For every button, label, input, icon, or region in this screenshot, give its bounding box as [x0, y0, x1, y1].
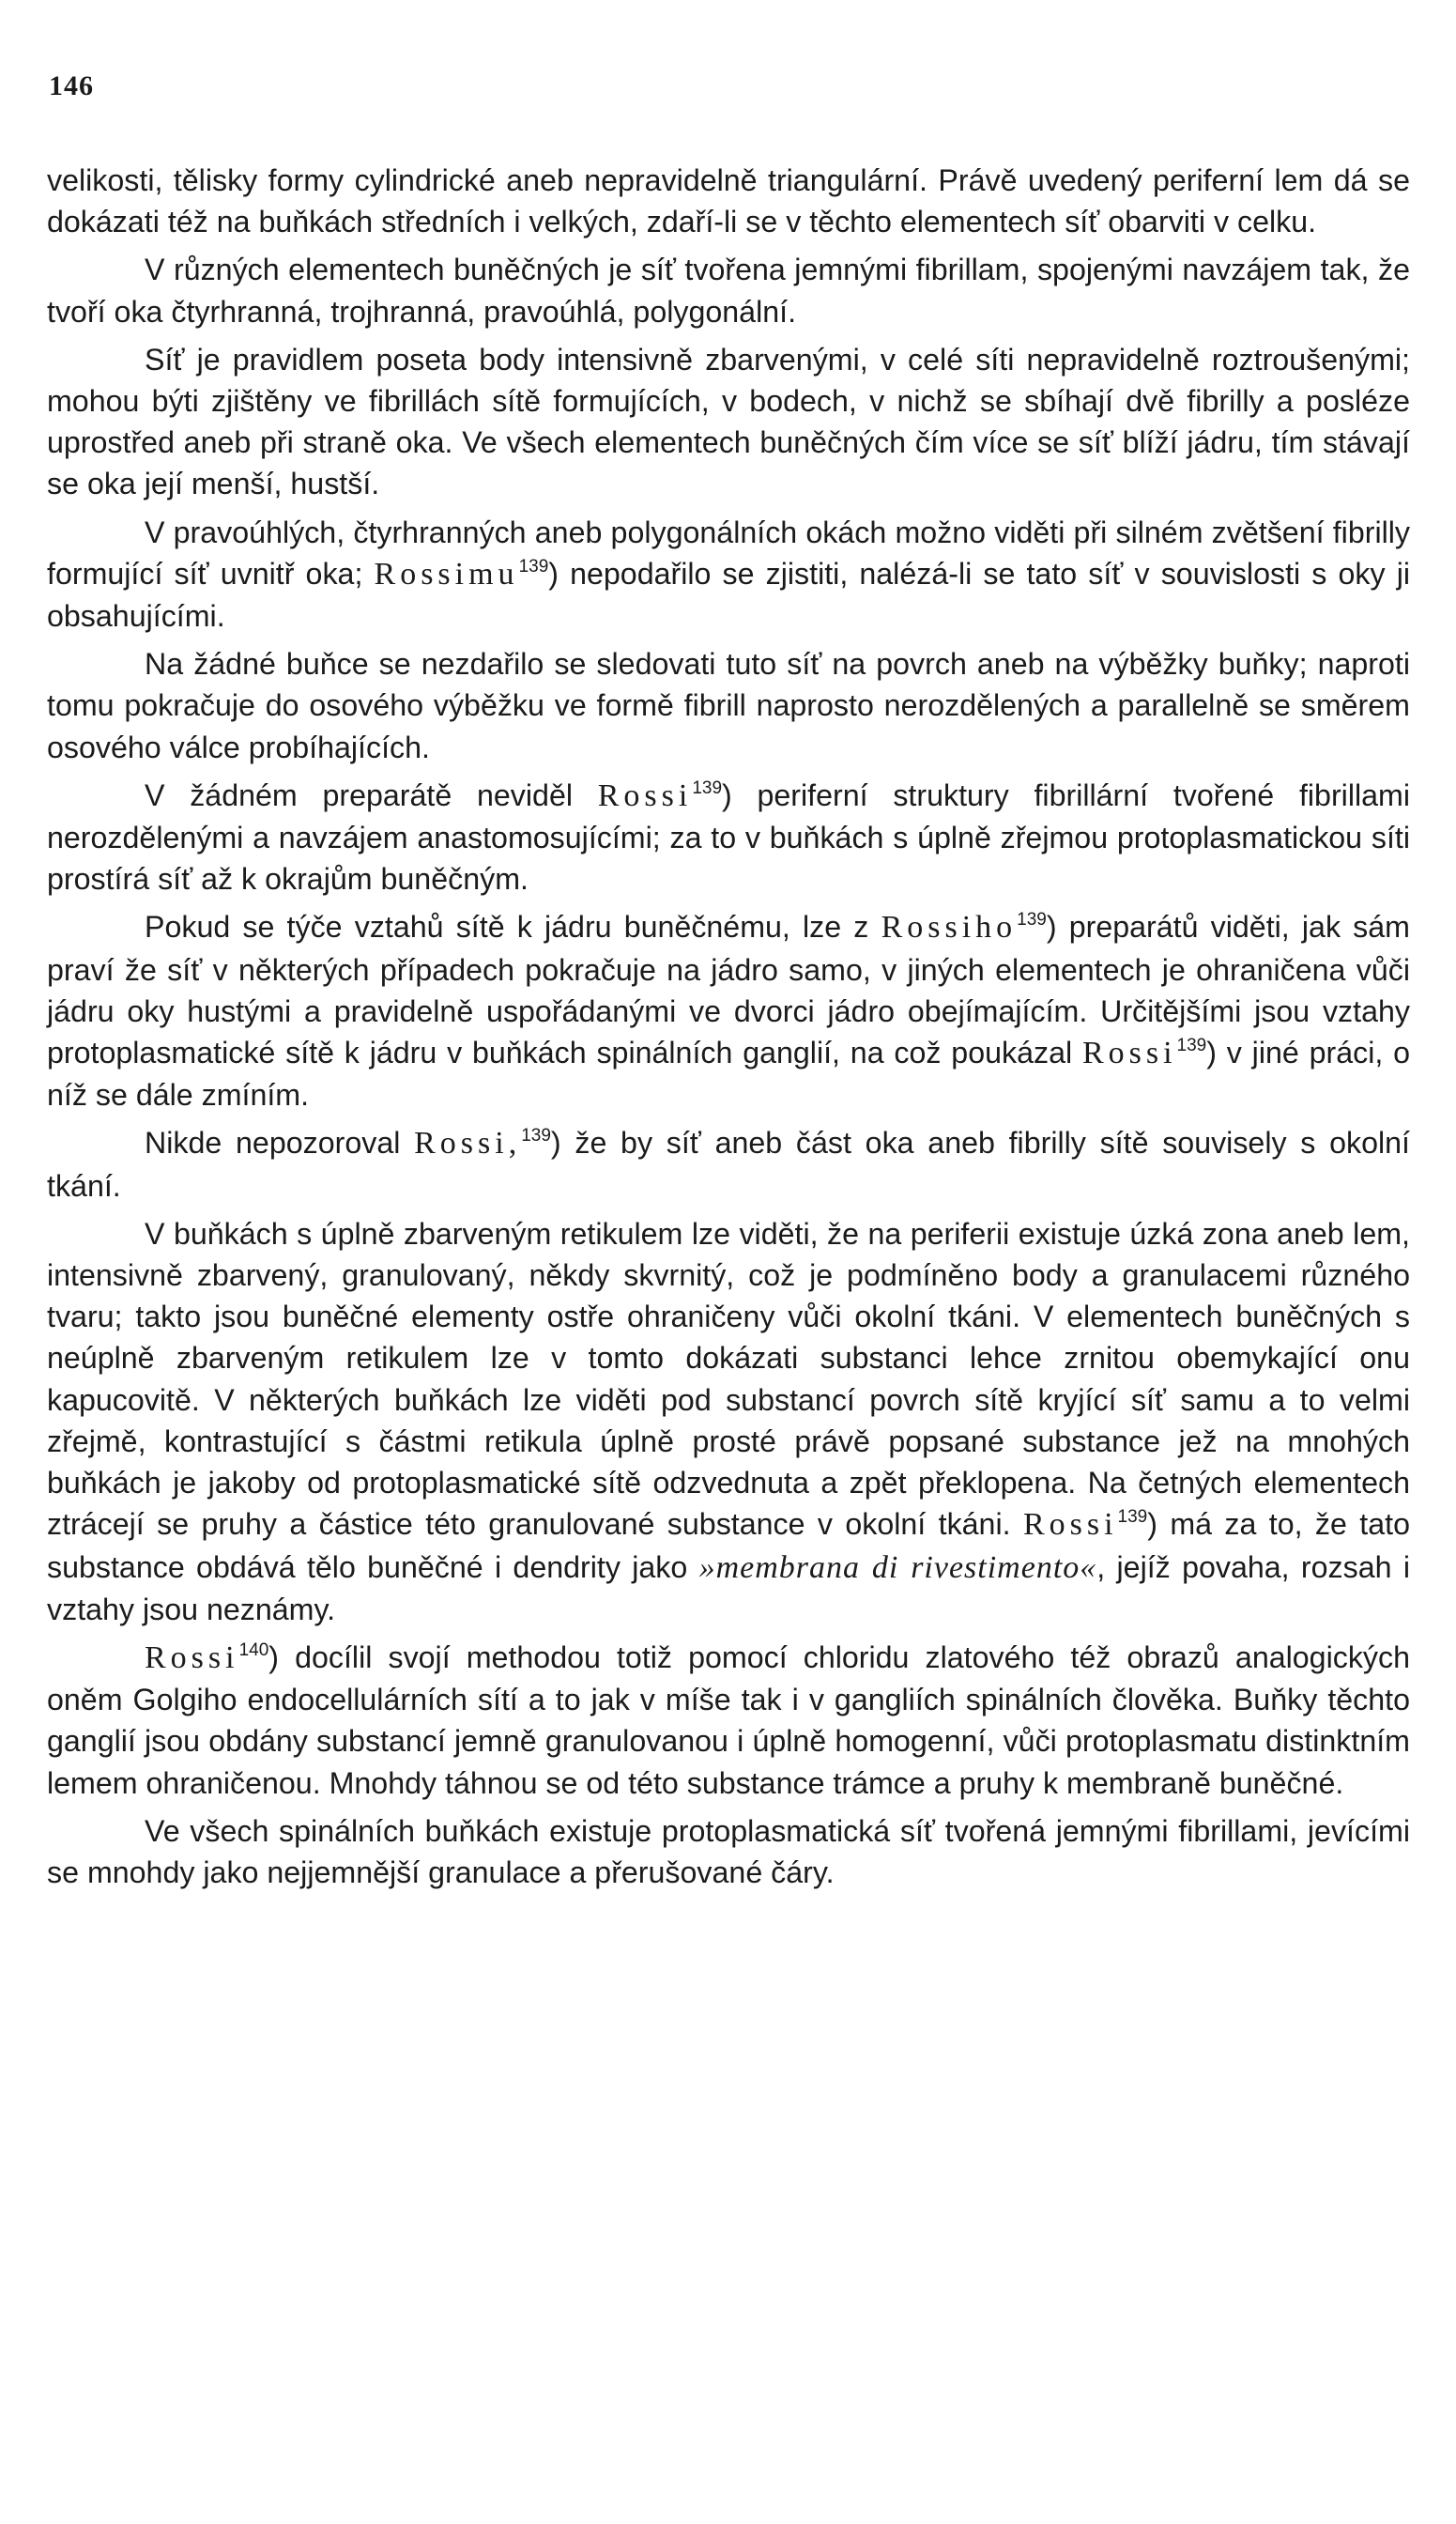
paragraph-8	[47, 1122, 1410, 1206]
paragraph-3: Síť je pravidlem poseta body intensivně zbarvenými, v celé síti nepravidelně roztroušenými; mohou býti zjištěny ve fibrillách sítě formujících, v bodech, v nichž se sbíhají dvě fibrilly a posléze uprostřed aneb při straně oka. Ve všech elementech buněčných čím více se síť blíží jádru, tím stávají se oka její menší, hustší.	[47, 342, 1410, 501]
reference-number: 139	[1017, 910, 1047, 931]
paragraph-1: velikosti, tělisky formy cylindrické aneb nepravidelně triangulární. Právě uvedený periferní lem dá se dokázati též na buňkách středních i velkých, zdaří-li se v těchto elementech síť obarviti v celku.	[47, 163, 1410, 239]
italic-quote: »membrana di rivestimento«	[698, 1549, 1097, 1585]
paragraph-11: Ve všech spinálních buňkách existuje protoplasmatická síť tvořená jemnými fibrillami, jevícími se mnohdy jako nejjemnější granulace a přerušované čáry.	[47, 1813, 1410, 1889]
author-name: Rossi	[1022, 1507, 1118, 1543]
paragraph-9-text-c: , jejíž povaha, rozsah i vztahy jsou neznámy.	[47, 1549, 1410, 1626]
author-name: Rossiho	[881, 910, 1018, 946]
author-name: Rossi	[1081, 1036, 1177, 1071]
paragraph-8-text-b: ) že by síť aneb část oka aneb fibrilly sítě souvisely s okolní tkání.	[47, 1126, 1410, 1203]
author-name: Rossi	[145, 1639, 239, 1675]
reference-number: 139	[692, 777, 723, 798]
paragraph-4-text-b: ) nepodařilo se zjistiti, nalézá-li se tato síť v souvislosti s oky ji obsahujícími.	[47, 556, 1410, 634]
paragraph-6-text-b: ) periferní struktury fibrillární tvořené fibrillami nerozdělenými a navzájem anastomosujícími; za to v buňkách s úplně zřejmou protoplasmatickou síti prostírá síť až k okrajům buněčným.	[47, 777, 1410, 897]
paragraph-5: Na žádné buňce se nezdařilo se sledovati tuto síť na povrch aneb na výběžky buňky; naproti tomu pokračuje do osového výběžku ve formě fibrill naprosto nerozdělených a parallelně se směrem osového válce probíhajících.	[47, 647, 1410, 764]
paragraph-9	[47, 1213, 1410, 1630]
reference-number: 139	[1117, 1507, 1148, 1528]
reference-number: 140	[238, 1639, 269, 1660]
reference-number: 139	[521, 1126, 551, 1147]
author-name: Rossimu	[374, 556, 519, 592]
paragraph-10-text-a: ) docílil svojí methodou totiž pomocí chloridu zlatového též obrazů analogických oněm Golgiho endocellulárních sítí a to jak v míše tak i v gangliích spinálních člověka. Buňky těchto ganglií jsou obdány substancí jemně granulovanou i úplně homogenní, vůči protoplasmatu distinktním lemem ohraničenou. Mnohdy táhnou se od této substance trámce a pruhy k membraně buněčné.	[47, 1639, 1410, 1800]
paragraph-9-text-b: ) má za to, že tato substance obdává tělo buněčné i dendrity jako	[47, 1507, 1410, 1584]
paragraph-7	[47, 906, 1410, 1116]
paragraph-7-text-b: ) preparátů viděti, jak sám praví že síť v některých případech pokračuje na jádro samo, v jiných elementech je ohraničena vůči jádru oky hustými a pravidelně uspořádanými ve dvorci jádro obejímajícím. Určitějšími jsou vztahy protoplasmatické sítě k jádru v buňkách spinálních ganglií, na což poukázal	[47, 910, 1410, 1070]
paragraph-8-text-a: Nikde nepozoroval	[145, 1126, 415, 1161]
author-name: Rossi	[597, 777, 693, 813]
paragraph-10	[47, 1637, 1410, 1804]
page-number: 146	[49, 70, 94, 101]
text-body	[47, 160, 1410, 1893]
reference-number: 139	[518, 556, 549, 577]
author-name: Rossi,	[414, 1126, 522, 1162]
paragraph-9-text-a: V buňkách s úplně zbarveným retikulem lze viděti, že na periferii existuje úzká zona aneb lem, intensivně zbarvený, granulovaný, někdy skvrnitý, což je podmíněno body a granulacemi různého tvaru; takto jsou buněčné elementy ostře ohraničeny vůči okolní tkáni. V elementech buněčných s neúplně zbarveným retikulem lze v tomto dokázati substanci lehce zrnitou obemykající onu kapucovitě. V některých buňkách lze viděti pod substancí povrch sítě kryjící síť samu a to velmi zřejmě, kontrastující s částmi retikula úplně prosté právě popsané substance jež na mnohých buňkách je jakoby od protoplasmatické sítě odzvednuta a zpět překlopena. Na četných elementech ztrácejí se pruhy a částice této granulované substance v okolní tkáni.	[47, 1216, 1410, 1542]
paragraph-7-text-a: Pokud se týče vztahů sítě k jádru buněčnému, lze z	[145, 910, 881, 945]
paragraph-2: V různých elementech buněčných je síť tvořena jemnými fibrillam, spojenými navzájem tak, že tvoří oka čtyrhranná, trojhranná, pravoúhlá, polygonální.	[47, 253, 1410, 329]
paragraph-6	[47, 775, 1410, 900]
paragraph-4	[47, 512, 1410, 638]
paragraph-4-text-a: V pravoúhlých, čtyrhranných aneb polygonálních okách možno viděti při silném zvětšení fibrilly formující síť uvnitř oka;	[47, 515, 1410, 591]
paragraph-7-text-c: ) v jiné práci, o níž se dále zmíním.	[47, 1036, 1410, 1113]
reference-number: 139	[1176, 1036, 1207, 1056]
paragraph-6-text-a: V žádném preparátě neviděl	[145, 777, 598, 812]
